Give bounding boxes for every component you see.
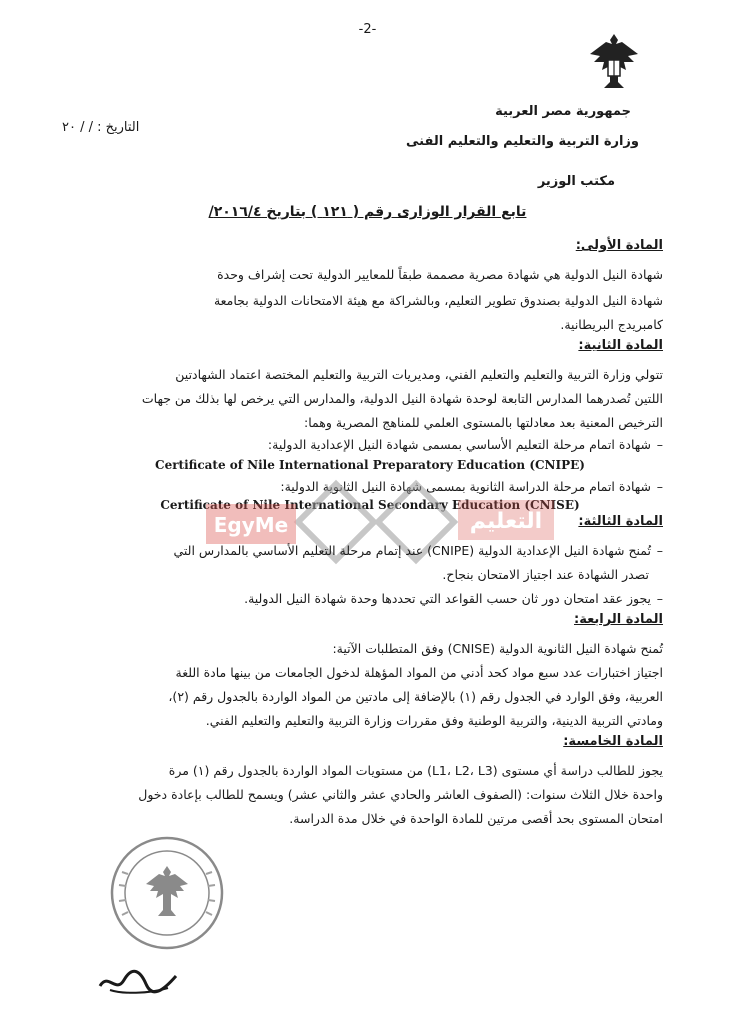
eagle-emblem-icon (588, 30, 640, 92)
article-2-bullet-1: –شهادة اتمام مرحلة التعليم الأساسي بمسمى شهادة النيل الإعدادية الدولية: (267, 437, 663, 452)
article-1-heading: المادة الأولى: (575, 238, 663, 253)
article-3-bullet-2-text: يجوز عقد امتحان دور ثان حسب القواعد التي تحددها وحدة شهادة النيل الدولية. (244, 591, 651, 606)
decree-title: تابع القرار الوزارى رقم ( ١٢١ ) بتاريخ ٢٠١٦/٤/ (208, 204, 527, 220)
article-2-bullet-2-text: شهادة اتمام مرحلة الدراسة الثانوية بمسمى شهادة النيل الثانوية الدولية: (280, 479, 651, 494)
article-2-line-3: الترخيص المعنية بعد معادلتها بالمستوى العلمي للمناهج المصرية وهما: (304, 415, 663, 430)
article-2-line-1: تتولي وزارة التربية والتعليم والتعليم الفني، ومديريات التربية والتعليم المختصة اعتماد الشهادتين (175, 367, 663, 382)
article-5-line-1: يجوز للطالب دراسة أي مستوى (L1، L2، L3) من مستويات المواد الواردة بالجدول رقم (١) مرة (168, 763, 663, 778)
article-4-line-3: ومادتي التربية الدينية، والتربية الوطنية وفق مقررات وزارة التربية والتعليم والتعليم الفني. (205, 713, 663, 728)
official-seal-stamp (108, 834, 226, 952)
article-3-bullet-1-line-1-text: تُمنح شهادة النيل الإعدادية الدولية (CNIPE) عند إتمام مرحلة التعليم الأساسي بالمدارس التي (173, 543, 651, 558)
watermark-right-text: التعليم (469, 509, 543, 534)
article-2-bullet-1-english: Certificate of Nile International Preparatory Education (CNIPE) (155, 458, 585, 472)
article-2-line-2: اللتين تُصدرهما المدارس التابعة لوحدة شهادة النيل الدولية، والمدارس التي يرخص لها بذلك من جهات (141, 391, 663, 406)
article-4-line-1: اجتياز اختبارات عدد سبع مواد كحد أدني من المواد المؤهلة لدخول الجامعات من بينها مادة اللغة (175, 665, 663, 680)
header-office: مكتب الوزير (537, 174, 615, 189)
watermark-left-text: EgyMe (213, 513, 289, 537)
page-number: -2- (358, 22, 377, 37)
article-4-heading: المادة الرابعة: (574, 612, 663, 627)
article-1-line-3: كامبريدج البريطانية. (560, 317, 663, 332)
article-2-heading: المادة الثانية: (578, 338, 663, 353)
article-5-line-3: امتحان المستوى بحد أقصى مرتين للمادة الواحدة في خلال مدة الدراسة. (289, 811, 663, 826)
article-2-bullet-1-text: شهادة اتمام مرحلة التعليم الأساسي بمسمى شهادة النيل الإعدادية الدولية: (267, 437, 651, 452)
article-1-line-1: شهادة النيل الدولية هي شهادة مصرية مصممة طبقاً للمعايير الدولية تحت إشراف وحدة (217, 267, 663, 282)
article-3-bullet-2: –يجوز عقد امتحان دور ثان حسب القواعد التي تحددها وحدة شهادة النيل الدولية. (244, 591, 663, 606)
article-4-intro: تُمنح شهادة النيل الثانوية الدولية (CNISE) وفق المتطلبات الآتية: (332, 641, 663, 656)
article-2-bullet-2: –شهادة اتمام مرحلة الدراسة الثانوية بمسمى شهادة النيل الثانوية الدولية: (280, 479, 663, 494)
article-1-line-2: شهادة النيل الدولية بصندوق تطوير التعليم، وبالشراكة مع هيئة الامتحانات الدولية بجامعة (213, 293, 663, 308)
article-3-heading: المادة الثالثة: (578, 514, 663, 529)
date-line: التاريخ : / / ٢٠ (62, 120, 140, 135)
header-ministry: وزارة التربية والتعليم والتعليم الفنى (406, 134, 639, 149)
article-2-bullet-2-english: Certificate of Nile International Secondary Education (CNISE) (160, 498, 580, 512)
article-5-heading: المادة الخامسة: (563, 734, 663, 749)
handwritten-signature (96, 964, 180, 998)
header-republic: جمهورية مصر العربية (495, 104, 631, 119)
article-4-line-2: العربية، وفق الوارد في الجدول رقم (١) بالإضافة إلى مادتين من المواد الواردة بالجدول رقم (٢)، (168, 689, 663, 704)
article-5-line-2: واحدة خلال الثلاث سنوات: (الصفوف العاشر والحادي عشر والثاني عشر) ويسمح للطالب بإعادة دخول (138, 787, 663, 802)
article-3-bullet-1-line-1: –تُمنح شهادة النيل الإعدادية الدولية (CNIPE) عند إتمام مرحلة التعليم الأساسي بالمدارس التي (173, 543, 663, 558)
article-3-bullet-1-line-2: تصدر الشهادة عند اجتياز الامتحان بنجاح. (442, 567, 649, 582)
